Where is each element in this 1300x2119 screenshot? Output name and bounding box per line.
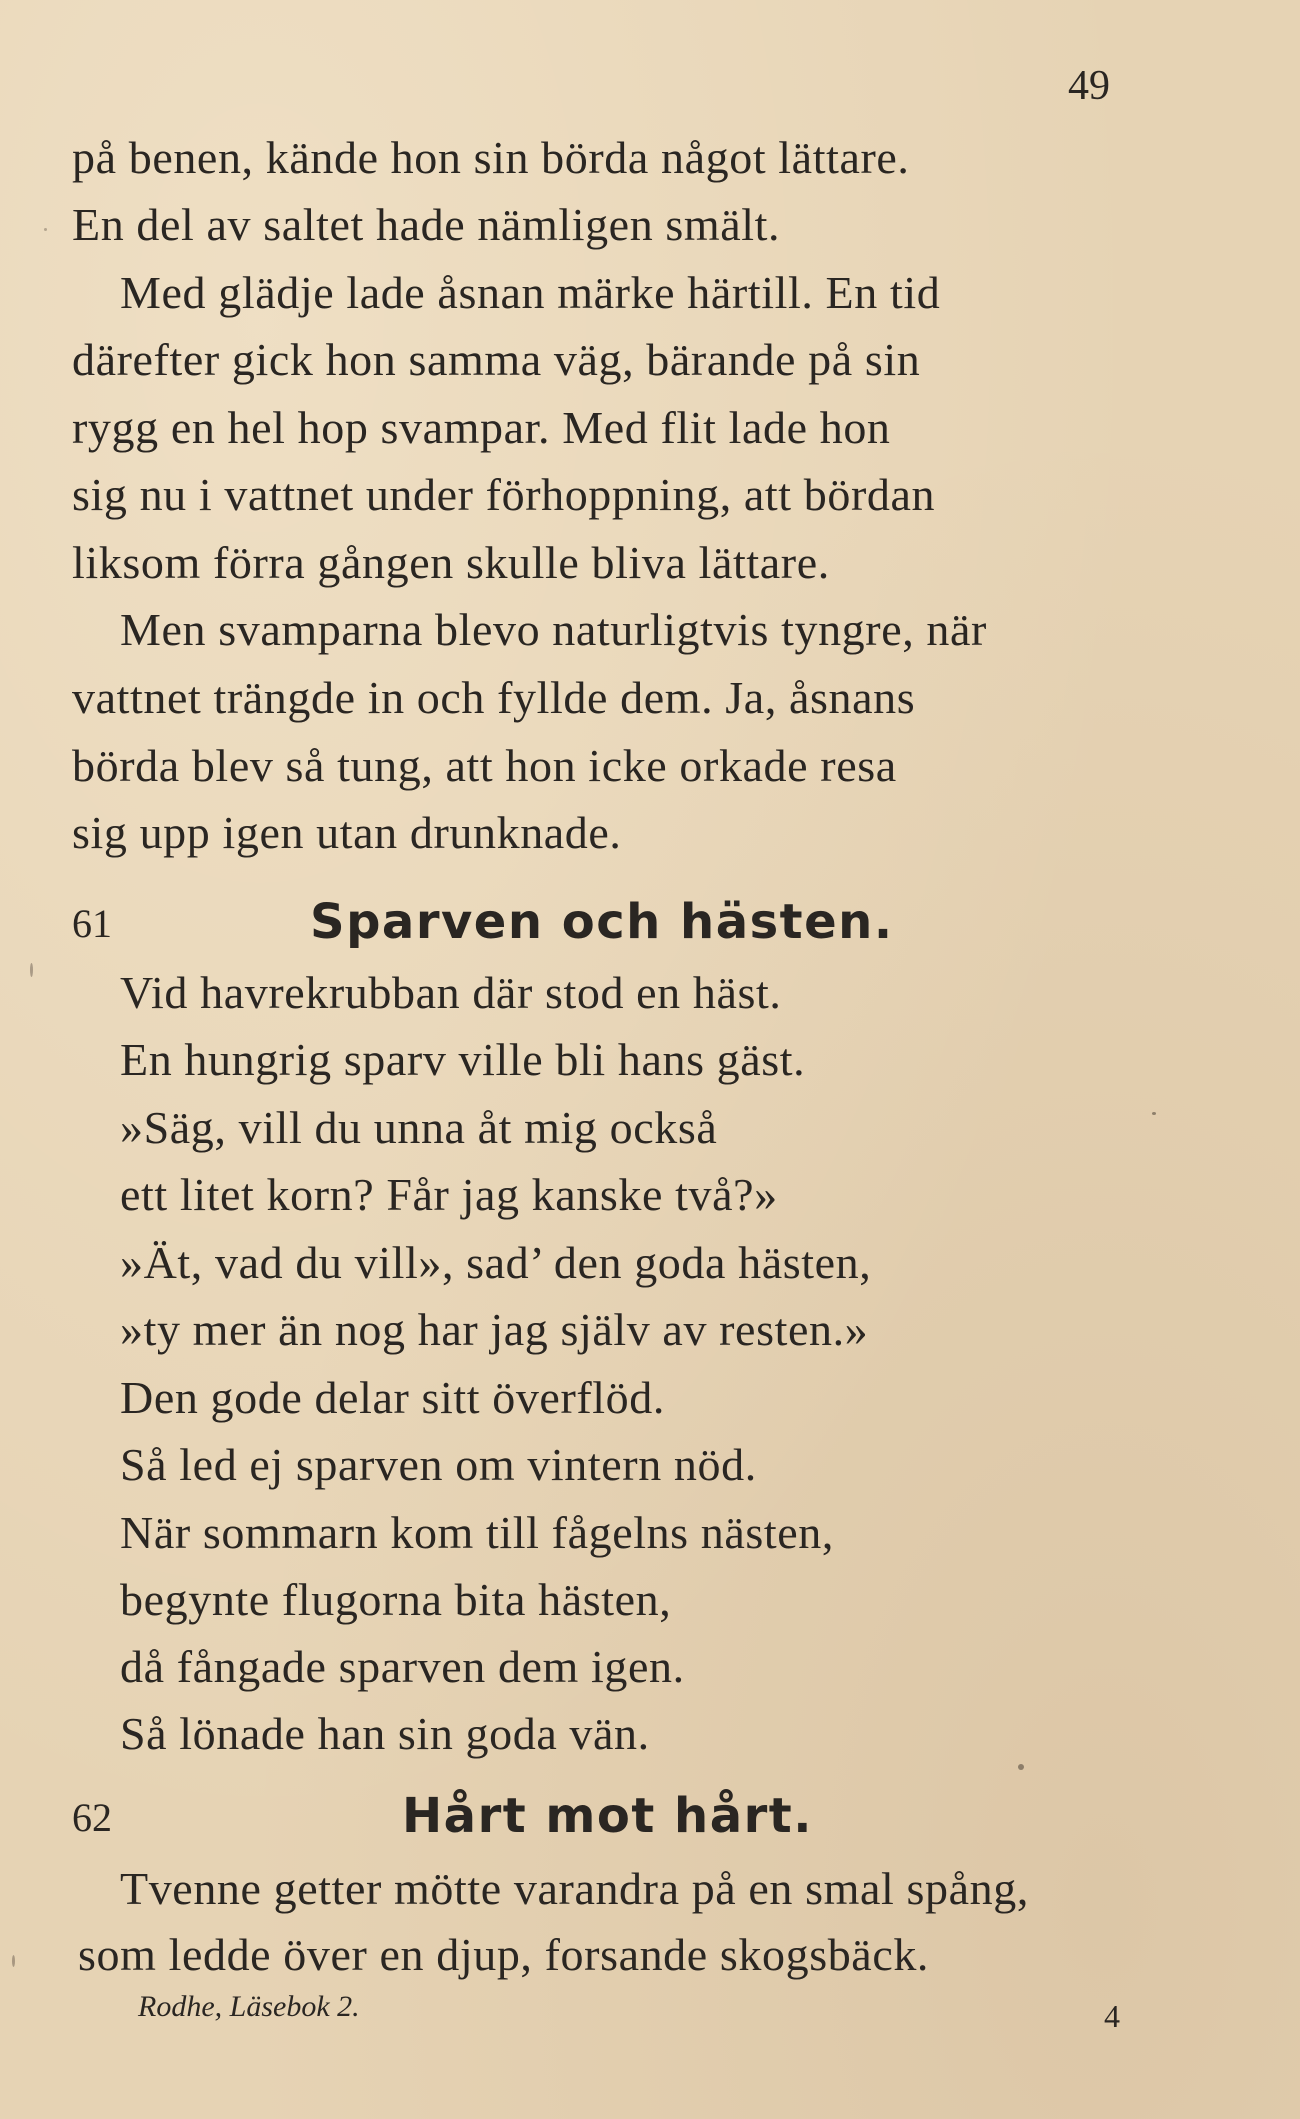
section-title: Hårt mot hårt. (402, 1788, 813, 1844)
prose-line: som ledde över en djup, forsande skogsbäck. (78, 1929, 930, 1980)
poem-line: »ty mer än nog har jag själv av resten.» (120, 1304, 869, 1355)
page-number: 49 (1068, 63, 1110, 109)
prose-line: Med glädje lade åsnan märke härtill. En tid (120, 267, 941, 318)
prose-line: En del av saltet hade nämligen smält. (72, 199, 781, 250)
poem-line: »Ät, vad du vill», sad’ den goda hästen, (120, 1237, 872, 1288)
prose-line: på benen, kände hon sin börda något lättare. (72, 132, 910, 183)
poem-line: »Säg, vill du unna åt mig också (120, 1102, 718, 1153)
footer-source: Rodhe, Läsebok 2. (138, 1990, 360, 2023)
poem-line: Så led ej sparven om vintern nöd. (120, 1439, 757, 1490)
prose-line: börda blev så tung, att hon icke orkade resa (72, 740, 897, 791)
prose-line: liksom förra gången skulle bliva lättare. (72, 537, 830, 588)
prose-line: sig upp igen utan drunknade. (72, 807, 622, 858)
signature-mark: 4 (1104, 1998, 1120, 2034)
paper-speck (30, 963, 33, 977)
prose-line: sig nu i vattnet under förhoppning, att bördan (72, 469, 936, 520)
section-number: 61 (72, 901, 112, 946)
prose-line: rygg en hel hop svampar. Med flit lade hon (72, 402, 891, 453)
poem-line: När sommarn kom till fågelns nästen, (120, 1507, 835, 1558)
poem-line: En hungrig sparv ville bli hans gäst. (120, 1034, 806, 1085)
paper-speck (1018, 1764, 1024, 1770)
poem-line: Så lönade han sin goda vän. (120, 1708, 650, 1759)
poem-line: Vid havrekrubban där stod en häst. (120, 967, 782, 1018)
prose-line: därefter gick hon samma väg, bärande på sin (72, 334, 921, 385)
prose-line: vattnet trängde in och fyllde dem. Ja, åsnans (72, 672, 916, 723)
poem-line: ett litet korn? Får jag kanske två?» (120, 1169, 778, 1220)
poem-line: Den gode delar sitt överflöd. (120, 1372, 665, 1423)
poem-line: begynte flugorna bita hästen, (120, 1574, 672, 1625)
paper-speck (12, 1955, 15, 1967)
poem-line: då fångade sparven dem igen. (120, 1641, 685, 1692)
paper-speck (1152, 1112, 1156, 1115)
prose-line: Men svamparna blevo naturligtvis tyngre, när (120, 604, 987, 655)
prose-line: Tvenne getter mötte varandra på en smal spång, (120, 1863, 1029, 1914)
paper-speck (44, 228, 47, 231)
section-number: 62 (72, 1795, 112, 1840)
section-title: Sparven och hästen. (310, 894, 894, 950)
